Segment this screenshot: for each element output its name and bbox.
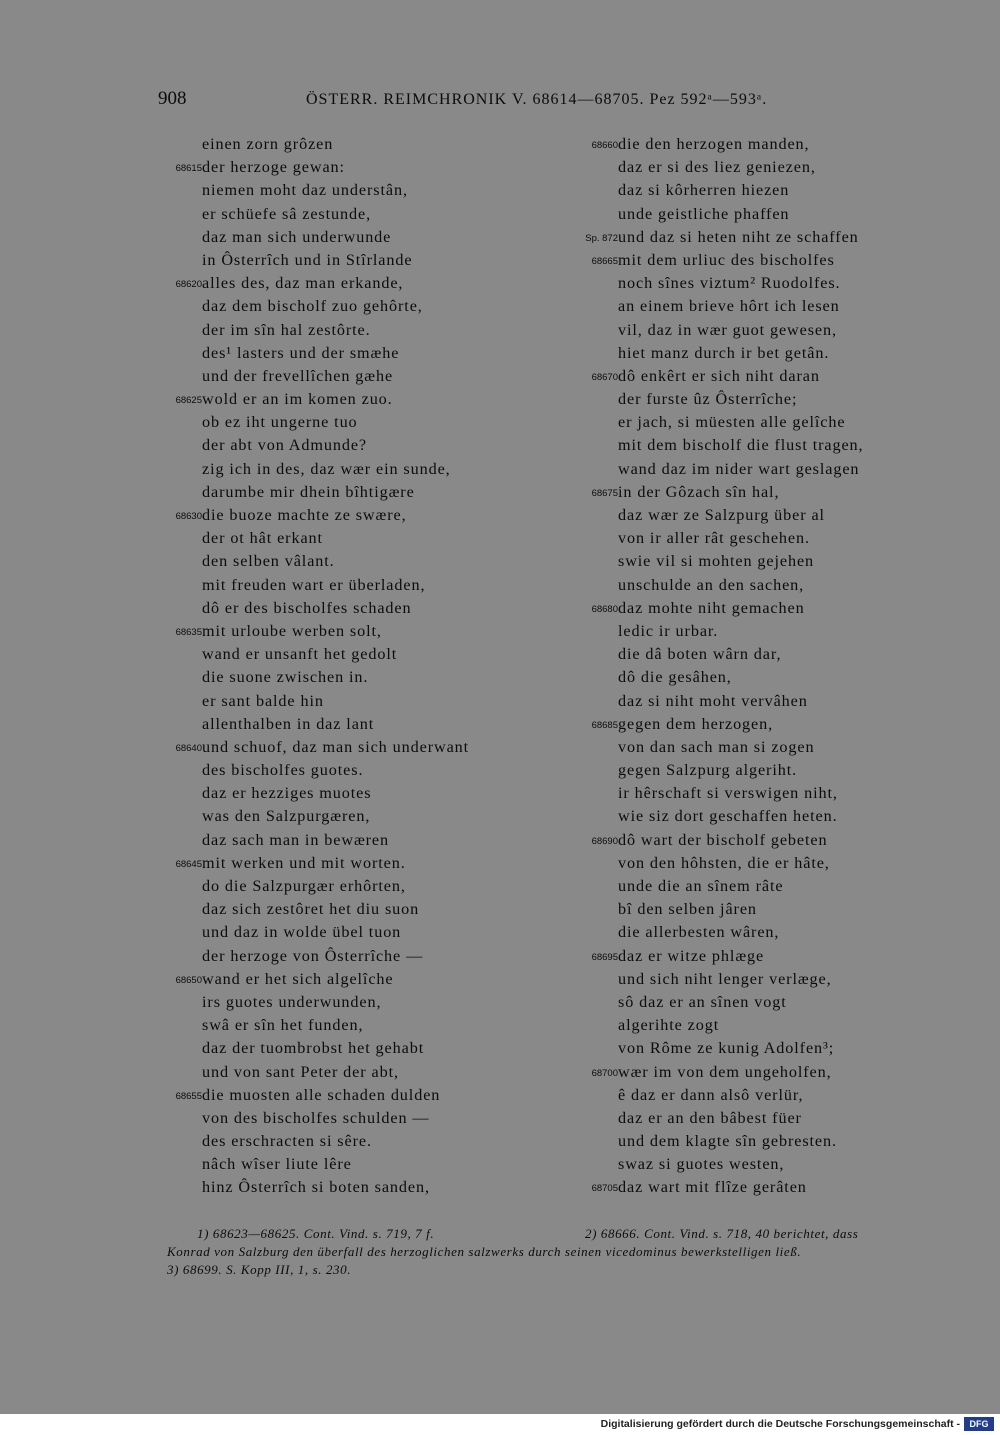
verse-text: was den Salzpurgæren, [202, 807, 371, 826]
verse-line [160, 759, 570, 782]
verse-line [578, 597, 938, 620]
verse-text: daz si kôrherren hiezen [618, 181, 790, 200]
verse-line [578, 574, 938, 597]
line-number: 68705 [591, 1183, 618, 1195]
verse-text: in Ôsterrîch und in Stîrlande [202, 250, 413, 269]
verse-line [578, 875, 938, 898]
verse-line [578, 968, 938, 991]
verse-text: der herzoge gewan: [202, 158, 345, 177]
verse-line [578, 805, 938, 828]
verse-text: hinz Ôsterrîch si boten sanden, [202, 1178, 430, 1197]
verse-text: wand er unsanft het gedolt [202, 645, 398, 664]
footnote-1: 1) 68623—68625. Cont. Vind. s. 719, 7 f. [197, 1226, 435, 1241]
verse-text: daz sich zestôret het diu suon [202, 900, 420, 919]
verse-line [578, 203, 938, 226]
verse-line [160, 272, 570, 295]
verse-line [578, 829, 938, 852]
verse-line [578, 921, 938, 944]
verse-text: unde die an sînem râte [618, 877, 784, 895]
line-number: 68650 [175, 974, 202, 986]
footer-bar [0, 1414, 1000, 1435]
verse-text: allenthalben in daz lant [202, 714, 375, 733]
verse-line [160, 249, 570, 272]
verse-line [578, 550, 938, 573]
verse-line [578, 945, 938, 968]
verse-text: swâ er sîn het funden, [202, 1016, 364, 1035]
verse-text: daz er an den bâbest füer [618, 1108, 802, 1127]
verse-text: daz dem bischolf zuo gehôrte, [202, 297, 423, 316]
verse-line [578, 1037, 938, 1060]
verse-line [578, 1014, 938, 1037]
verse-line [578, 736, 938, 759]
verse-text: daz mohte niht gemachen [618, 598, 805, 617]
verse-text: von Rôme ze kunig Adolfen³; [618, 1039, 835, 1058]
verse-text: daz der tuombrobst het gehabt [202, 1039, 425, 1058]
verse-text: von des bischolfes schulden — [202, 1108, 430, 1127]
verse-text: daz wær ze Salzpurg über al [618, 506, 825, 524]
verse-line [160, 156, 570, 179]
verse-line [578, 1176, 938, 1199]
verse-text: von den hôhsten, die er hâte, [618, 853, 830, 872]
right-verse-column [578, 133, 938, 1200]
verse-text: swaz si guotes westen, [618, 1155, 785, 1174]
verse-line [578, 458, 938, 481]
line-number: 68630 [175, 511, 202, 522]
verse-text: niemen moht daz understân, [202, 181, 408, 200]
verse-text: ir hêrschaft si verswigen niht, [618, 784, 838, 803]
verse-text: der ot hât erkant [202, 529, 323, 548]
verse-line [160, 713, 570, 736]
verse-text: alles des, daz man erkande, [202, 274, 404, 293]
verse-text: des erschracten si sêre. [202, 1132, 372, 1151]
line-number: 68635 [175, 626, 202, 638]
verse-text: wær im von dem ungeholfen, [618, 1062, 832, 1081]
verse-line [160, 458, 570, 481]
verse-text: darumbe mir dhein bîhtigære [202, 482, 415, 501]
verse-text: in der Gôzach sîn hal, [618, 482, 780, 501]
line-number: 68640 [175, 742, 202, 754]
verse-text: nâch wîser liute lêre [202, 1155, 352, 1174]
verse-text: dô enkêrt er sich niht daran [618, 366, 820, 385]
verse-line [160, 898, 570, 921]
verse-line [578, 666, 938, 689]
verse-line [578, 1084, 938, 1107]
verse-text: algerihte zogt [618, 1016, 720, 1035]
line-number: 68615 [175, 163, 202, 175]
verse-line [578, 1107, 938, 1130]
line-number: Sp. 872 [585, 232, 618, 244]
verse-text: do die Salzpurgær erhôrten, [202, 877, 406, 895]
verse-line [578, 156, 938, 179]
verse-line [578, 133, 938, 156]
verse-text: noch sînes viztum² Ruodolfes. [618, 274, 841, 293]
verse-line [160, 597, 570, 620]
verse-line [578, 527, 938, 550]
verse-line [578, 620, 938, 643]
verse-text: ê daz er dann alsô verlür, [618, 1085, 804, 1104]
verse-text: an einem brieve hôrt ich lesen [618, 297, 840, 316]
verse-line [160, 1153, 570, 1176]
verse-text: daz man sich underwunde [202, 227, 392, 246]
page-header [158, 88, 848, 118]
line-number: 68660 [591, 140, 618, 151]
verse-text: wold er an im komen zuo. [202, 390, 393, 409]
verse-text: daz er si des liez geniezen, [618, 158, 816, 177]
verse-text: er schüefe sâ zestunde, [202, 204, 372, 223]
verse-line [160, 411, 570, 434]
verse-line [160, 852, 570, 875]
verse-text: zig ich in des, daz wær ein sunde, [202, 459, 451, 478]
verse-line [160, 365, 570, 388]
verse-line [160, 1061, 570, 1084]
verse-text: die dâ boten wârn dar, [618, 645, 782, 664]
verse-line [578, 388, 938, 411]
running-head: ÖSTERR. REIMCHRONIK V. 68614—68705. Pez 592ᵃ—593ᵃ. [306, 91, 768, 108]
verse-line [578, 1061, 938, 1084]
verse-line [160, 666, 570, 689]
line-number: 68680 [591, 603, 618, 615]
verse-text: gegen Salzpurg algeriht. [618, 761, 798, 780]
verse-line [578, 365, 938, 388]
verse-line [160, 295, 570, 318]
verse-line [160, 1014, 570, 1037]
line-number: 68665 [591, 255, 618, 267]
verse-line [160, 1084, 570, 1107]
verse-line [160, 574, 570, 597]
verse-line [160, 481, 570, 504]
verse-text: und dem klagte sîn gebresten. [618, 1132, 837, 1151]
verse-line [160, 1107, 570, 1130]
verse-text: der herzoge von Ôsterrîche — [202, 946, 424, 965]
verse-line [160, 342, 570, 365]
verse-text: daz wart mit flîze gerâten [618, 1178, 807, 1197]
verse-line [578, 759, 938, 782]
verse-text: vil, daz in wær guot gewesen, [618, 320, 837, 339]
verse-text: und schuof, daz man sich underwant [202, 737, 470, 756]
verse-text: mit dem urliuc des bischolfes [618, 250, 835, 269]
verse-line [578, 411, 938, 434]
verse-text: dô er des bischolfes schaden [202, 598, 412, 617]
verse-text: wand daz im nider wart geslagen [618, 459, 860, 478]
verse-text: wie siz dort geschaffen heten. [618, 807, 838, 826]
line-number: 68625 [175, 395, 202, 407]
funding-credit: Digitalisierung gefördert durch die Deutsche Forschungsgemeinschaft - [600, 1418, 960, 1430]
verse-text: der furste ûz Ôsterrîche; [618, 390, 798, 409]
verse-line [160, 504, 570, 527]
verse-text: von dan sach man si zogen [618, 737, 815, 756]
verse-line [160, 434, 570, 457]
verse-text: er sant balde hin [202, 691, 324, 710]
verse-text: daz sach man in bewæren [202, 830, 390, 849]
verse-text: die suone zwischen in. [202, 668, 369, 687]
verse-line [578, 1153, 938, 1176]
verse-text: unschulde an den sachen, [618, 575, 805, 594]
verse-text: mit dem bischolf die flust tragen, [618, 436, 864, 455]
verse-text: und daz si heten niht ze schaffen [618, 227, 859, 246]
verse-text: und der frevellîchen gæhe [202, 366, 394, 385]
line-number: 68645 [175, 858, 202, 870]
verse-text: gegen dem herzogen, [618, 714, 774, 733]
verse-text: einen zorn grôzen [202, 135, 334, 153]
verse-line [578, 249, 938, 272]
verse-text: swie vil si mohten gejehen [618, 552, 815, 571]
verse-line [578, 1130, 938, 1153]
verse-text: und sich niht lenger verlæge, [618, 969, 832, 988]
verse-text: die den herzogen manden, [618, 135, 810, 153]
verse-text: des bischolfes guotes. [202, 761, 364, 780]
verse-text: hiet manz durch ir bet getân. [618, 343, 830, 362]
verse-line [160, 875, 570, 898]
verse-line [160, 968, 570, 991]
verse-line [160, 736, 570, 759]
verse-line [160, 945, 570, 968]
verse-line [160, 782, 570, 805]
verse-text: der im sîn hal zestôrte. [202, 320, 371, 339]
verse-text: des¹ lasters und der smæhe [202, 343, 400, 362]
verse-text: unde geistliche phaffen [618, 204, 790, 223]
line-number: 68695 [591, 951, 618, 963]
verse-line [578, 481, 938, 504]
verse-text: dô die gesâhen, [618, 668, 732, 687]
line-number: 68620 [175, 279, 202, 291]
verse-line [160, 829, 570, 852]
footnotes [167, 1225, 977, 1279]
verse-line [578, 991, 938, 1014]
verse-line [578, 226, 938, 249]
verse-text: die muosten alle schaden dulden [202, 1085, 441, 1104]
verse-text: wand er het sich algelîche [202, 969, 394, 988]
verse-line [160, 1037, 570, 1060]
verse-line [578, 898, 938, 921]
verse-line [160, 690, 570, 713]
verse-text: daz er witze phlæge [618, 946, 765, 965]
verse-line [160, 527, 570, 550]
verse-text: mit werken und mit worten. [202, 853, 406, 872]
verse-text: mit urloube werben solt, [202, 621, 382, 640]
line-number: 68655 [175, 1090, 202, 1102]
footnote-3: 3) 68699. S. Kopp III, 1, s. 230. [167, 1262, 352, 1277]
verse-line [578, 319, 938, 342]
footnote-2: 2) 68666. Cont. Vind. s. 718, 40 berichtet, dass [585, 1226, 859, 1241]
verse-text: sô daz er an sînen vogt [618, 992, 787, 1011]
page-number: 908 [158, 88, 187, 109]
verse-line [578, 179, 938, 202]
verse-line [160, 991, 570, 1014]
dfg-logo: DFG [964, 1417, 994, 1431]
verse-line [578, 295, 938, 318]
verse-text: bî den selben jâren [618, 900, 757, 919]
verse-text: ob ez iht ungerne tuo [202, 413, 358, 432]
verse-line [160, 921, 570, 944]
verse-line [160, 643, 570, 666]
verse-line [160, 620, 570, 643]
verse-text: die allerbesten wâren, [618, 923, 780, 942]
line-number: 68690 [591, 835, 618, 847]
verse-text: irs guotes underwunden, [202, 992, 382, 1011]
verse-text: daz er hezziges muotes [202, 784, 372, 803]
line-number: 68685 [591, 719, 618, 731]
verse-line [578, 342, 938, 365]
verse-text: die buoze machte ze swære, [202, 506, 407, 524]
verse-text: und daz in wolde übel tuon [202, 923, 402, 942]
verse-line [578, 504, 938, 527]
verse-line [160, 133, 570, 156]
line-number: 68700 [591, 1067, 618, 1079]
verse-text: dô wart der bischolf gebeten [618, 830, 828, 849]
verse-line [160, 226, 570, 249]
verse-text: den selben vâlant. [202, 552, 335, 571]
verse-text: von ir aller rât geschehen. [618, 529, 810, 548]
verse-text: mit freuden wart er überladen, [202, 575, 426, 594]
verse-line [578, 782, 938, 805]
verse-text: und von sant Peter der abt, [202, 1062, 399, 1081]
verse-line [578, 852, 938, 875]
verse-line [578, 272, 938, 295]
left-verse-column [160, 133, 570, 1200]
verse-text: er jach, si müesten alle gelîche [618, 413, 846, 432]
verse-line [160, 319, 570, 342]
verse-line [578, 434, 938, 457]
footnote-2-continuation: Konrad von Salzburg den überfall des herzoglichen salzwerks durch seinen vicedominus bewerkstelligen ließ. [167, 1244, 802, 1259]
verse-line [160, 550, 570, 573]
verse-text: daz si niht moht vervâhen [618, 691, 808, 710]
line-number: 68675 [591, 487, 618, 499]
line-number: 68670 [591, 371, 618, 383]
verse-line [160, 203, 570, 226]
verse-line [578, 690, 938, 713]
verse-line [160, 388, 570, 411]
verse-text: ledic ir urbar. [618, 621, 719, 640]
verse-line [160, 179, 570, 202]
verse-text: der abt von Admunde? [202, 436, 367, 455]
verse-line [160, 805, 570, 828]
verse-line [578, 713, 938, 736]
verse-line [160, 1130, 570, 1153]
verse-line [578, 643, 938, 666]
verse-line [160, 1176, 570, 1199]
